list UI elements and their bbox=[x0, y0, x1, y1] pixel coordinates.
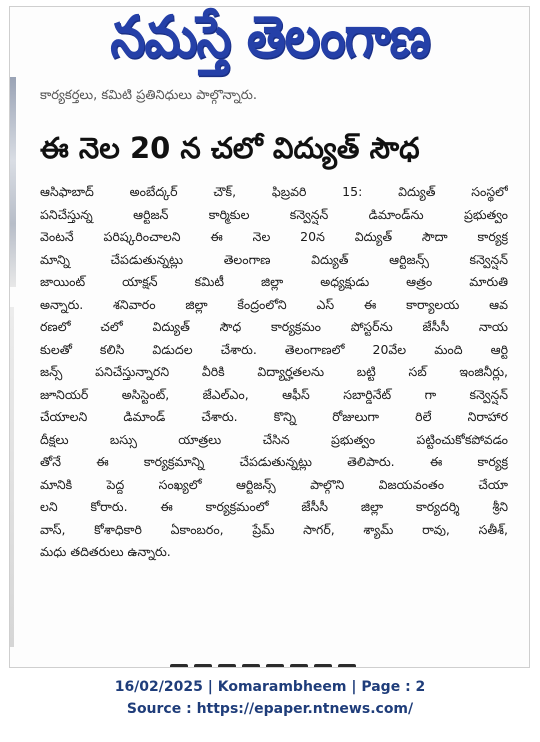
epaper-clipping bbox=[9, 6, 530, 668]
article-line: లని కోరారు. ఈ కార్యక్రమంలో జేసీసీ జిల్లా కార్యదర్శి శ్రీని bbox=[40, 499, 508, 514]
article-line: జన్స్ పనిచేస్తున్నారని వీరికి విద్యార్హతలను బట్టి సబ్ ఇంజినీర్లు, bbox=[40, 364, 508, 379]
article-line: జాయింట్ యాక్షన్ కమిటీ జిల్లా అధ్యక్షుడు ఆత్రం మారుతి bbox=[40, 274, 508, 289]
newspaper-masthead: నమస్తే తెలంగాణ bbox=[110, 6, 430, 70]
footer-date-edition-page: 16/02/2025 | Komarambheem | Page : 2 bbox=[114, 679, 426, 695]
next-article-cut-heading bbox=[170, 659, 390, 668]
article-line: మానికి పెద్ద సంఖ్యలో ఆర్టిజన్స్ పాల్గొని విజయవంతం చేయా bbox=[40, 476, 508, 492]
article-line: కులతో కలిసి విడుదల చేశారు. తెలంగాణలో 20వేల మంది ఆర్టి bbox=[40, 341, 508, 357]
article-line: మాన్ని చేపడుతున్నట్లు తెలంగాణ విద్యుత్ ఆర్టిజన్స్ కన్వెన్షన్ bbox=[40, 251, 508, 267]
article-line: దీక్షలు బస్సు యాత్రలు చేసిన ప్రభుత్వం పట్టించుకోకపోవడం bbox=[40, 431, 508, 447]
article-line: పనిచేస్తున్న ఆర్టిజన్ కార్మికుల కన్వెన్షన్ డిమాండ్‌ను ప్రభుత్వం bbox=[40, 206, 508, 222]
article-line: వెంటనే పరిష్కరించాలని ఈ నెల 20న విద్యుత్ సౌదా కార్యక్ర bbox=[40, 229, 508, 244]
adjacent-photo-edge bbox=[10, 77, 16, 287]
article-line: వాస్, కోశాధికారి ఏకాంబరం, ప్రేమ్ సాగర్, శ్యామ్ రావు, సతీశ్, bbox=[40, 521, 508, 537]
article-line: రణలో చలో విద్యుత్ సౌధ కార్యక్రమం పోస్టర్‌ను జేసీసీ నాయ bbox=[40, 319, 508, 334]
article-body bbox=[40, 181, 508, 564]
cutline-text: కార్యకర్తలు, కమిటీ ప్రతినిధులు పాల్గొన్నారు. bbox=[40, 89, 258, 103]
article-line: ఆసిఫాబాద్ అంబేద్కర్ చౌక్, ఫిబ్రవరి 15: విద్యుత్ సంస్థలో bbox=[40, 184, 508, 199]
previous-article-cutline bbox=[40, 89, 510, 111]
adjacent-column-edge bbox=[10, 307, 14, 647]
article-line: జూనియర్ అసిస్టెంట్, జేఎల్ఎం, ఆఫీస్ సబార్డినేట్ గా కన్వెన్షన్ bbox=[40, 386, 508, 402]
article-line: అన్నారు. శనివారం జిల్లా కేంద్రంలోని ఎస్ ఈ కార్యాలయ ఆవ bbox=[40, 296, 508, 312]
article-line: మధు తదితరులు ఉన్నారు. bbox=[40, 544, 171, 559]
footer-source-link[interactable]: Source : https://epaper.ntnews.com/ bbox=[126, 701, 414, 717]
article-headline: ఈ నెల 20 న చలో విద్యుత్ సౌధ bbox=[40, 131, 420, 165]
article-line: చేయాలని డిమాండ్ చేశారు. కొన్ని రోజులుగా రిలే నిరాహార bbox=[40, 409, 508, 424]
article-line: తోనే ఈ కార్యక్రమాన్ని చేపడుతున్నట్లు తెలిపారు. ఈ కార్యక్ర bbox=[40, 454, 508, 469]
clipping-footer bbox=[0, 676, 540, 720]
